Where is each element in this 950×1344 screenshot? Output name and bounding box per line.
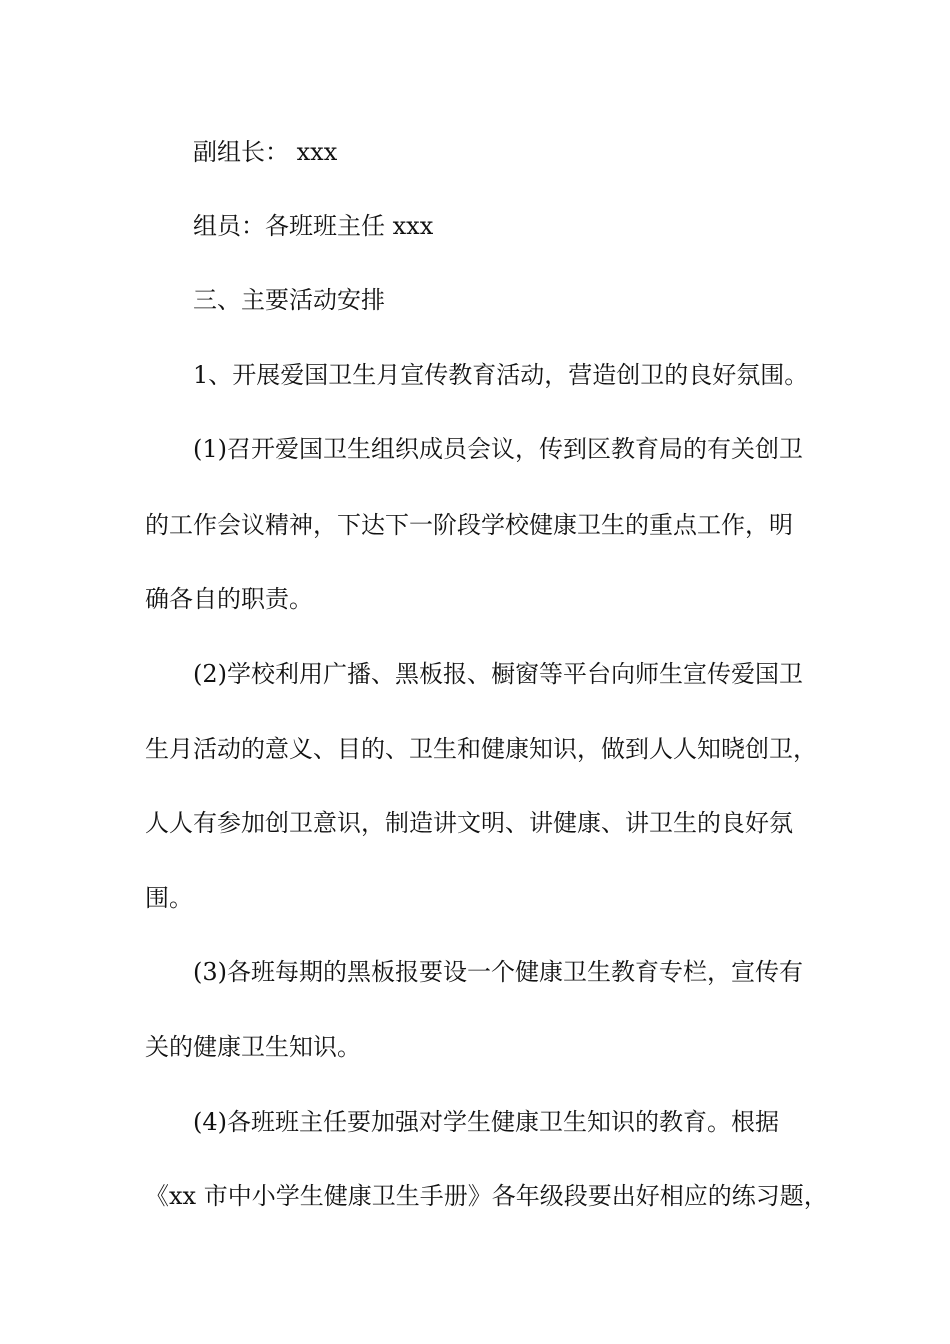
deputy-leader-line: 副组长： xxx — [193, 138, 338, 166]
paragraph-1-line-3: 确各自的职责。 — [145, 585, 313, 613]
paragraph-2-line-3: 人人有参加创卫意识，制造讲文明、讲健康、讲卫生的良好氛 — [145, 809, 793, 837]
paragraph-3-line-2: 关的健康卫生知识。 — [145, 1033, 361, 1061]
members-line: 组员：各班班主任 xxx — [193, 212, 434, 240]
item-1-heading: 1、开展爱国卫生月宣传教育活动，营造创卫的良好氛围。 — [193, 361, 809, 389]
paragraph-2-line-4: 围。 — [145, 884, 193, 912]
paragraph-1-line-2: 的工作会议精神，下达下一阶段学校健康卫生的重点工作，明 — [145, 511, 793, 539]
paragraph-4-line-1: (4)各班班主任要加强对学生健康卫生知识的教育。根据 — [193, 1108, 779, 1136]
paragraph-2-line-2: 生月活动的意义、目的、卫生和健康知识，做到人人知晓创卫， — [145, 735, 817, 763]
section-heading: 三、主要活动安排 — [193, 286, 385, 314]
paragraph-3-line-1: (3)各班每期的黑板报要设一个健康卫生教育专栏，宣传有 — [193, 958, 803, 986]
paragraph-2-line-1: (2)学校利用广播、黑板报、橱窗等平台向师生宣传爱国卫 — [193, 660, 803, 688]
paragraph-4-line-2: 《xx 市中小学生健康卫生手册》各年级段要出好相应的练习题， — [145, 1182, 828, 1210]
paragraph-1-line-1: (1)召开爱国卫生组织成员会议，传到区教育局的有关创卫 — [193, 435, 803, 463]
